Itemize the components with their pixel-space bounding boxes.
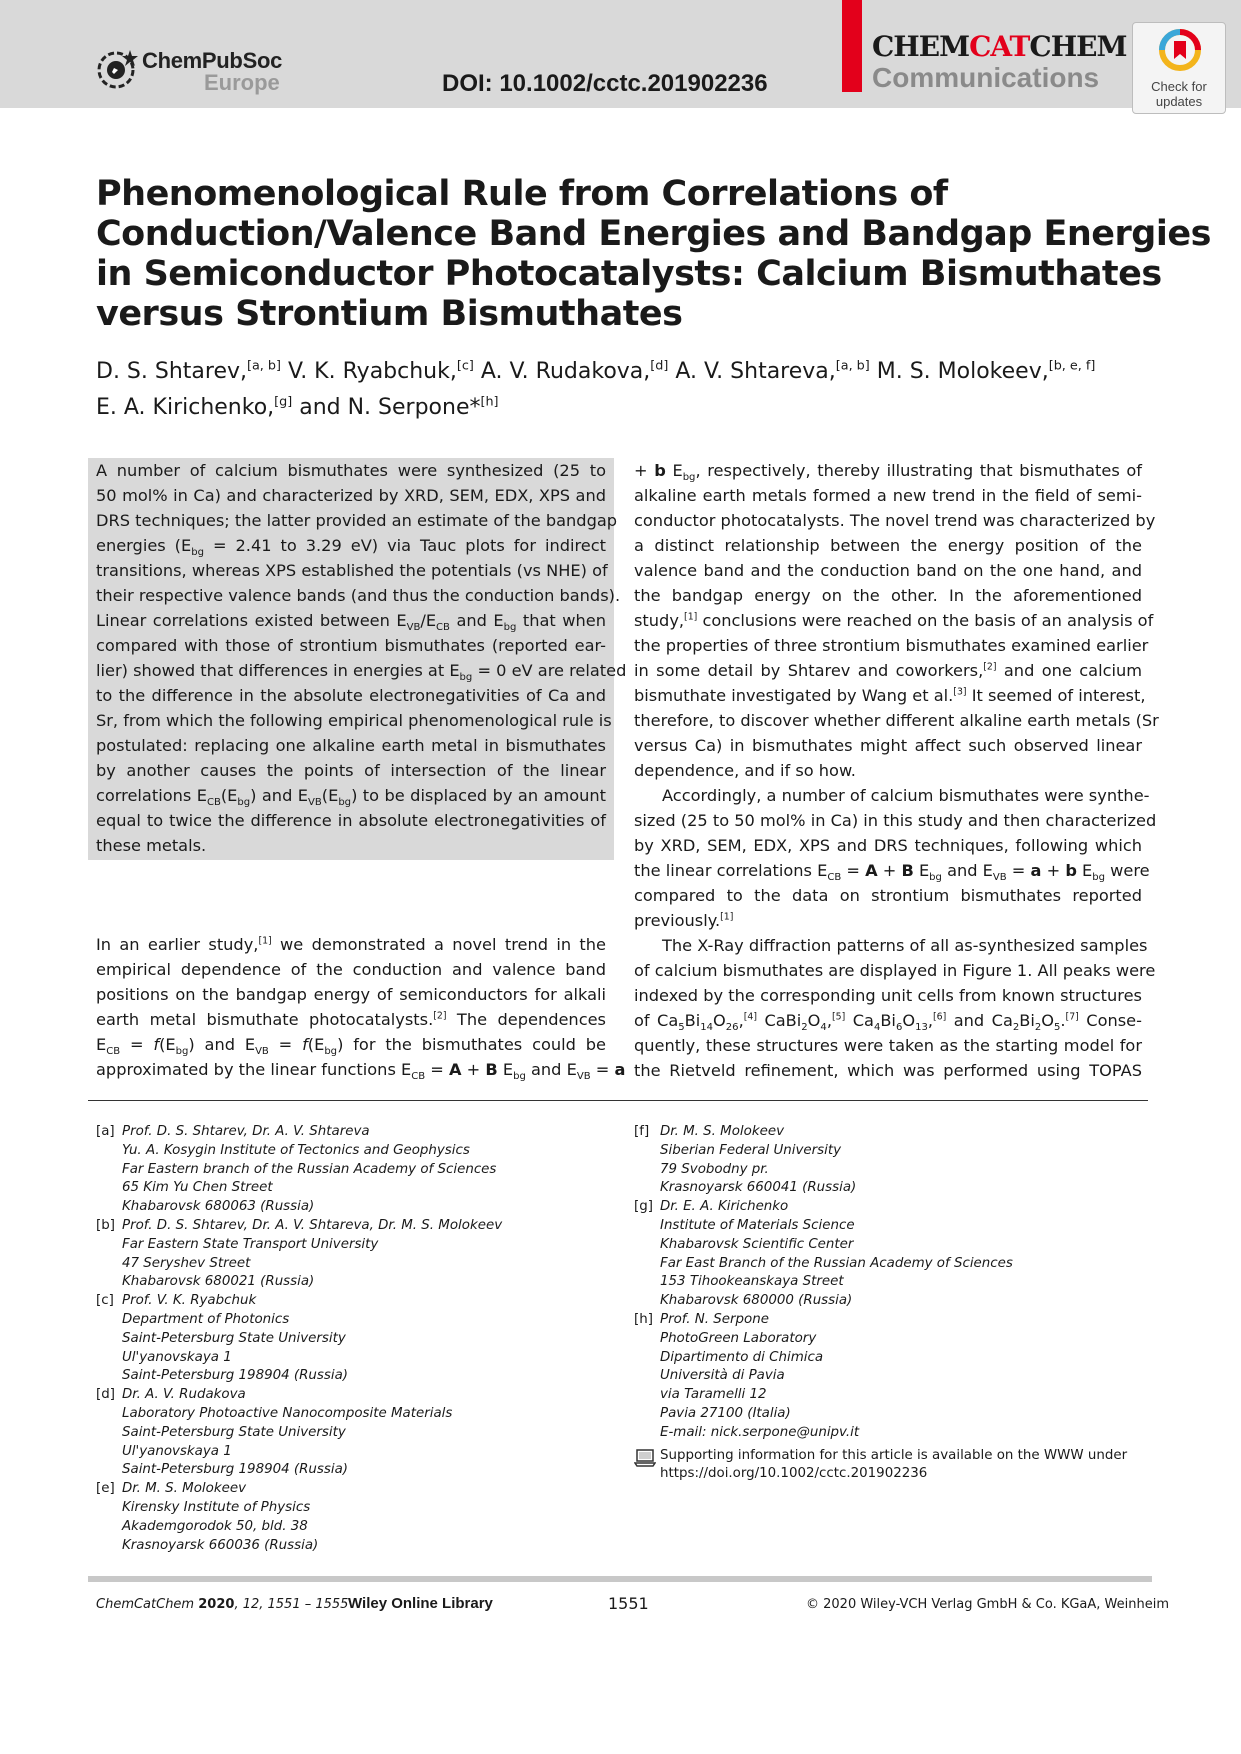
body-line: indexed by the corresponding unit cells from known structures (634, 986, 1142, 1005)
body-line: Accordingly, a number of calcium bismuthates were synthe- (662, 786, 1150, 805)
title-line: Phenomenological Rule from Correlations of (96, 174, 948, 214)
affiliation-line: Department of Photonics (122, 1311, 290, 1327)
publisher-logo (96, 44, 286, 96)
body-line: dependence, and if so how. (634, 761, 856, 780)
affiliation-line: Yu. A. Kosygin Institute of Tectonics and Geophysics (122, 1142, 470, 1158)
body-line: previously.[1] (634, 911, 734, 930)
author-line: E. A. Kirichenko,[g] and N. Serpone*[h] (96, 394, 499, 420)
author-list (96, 354, 1156, 426)
body-line: alkaline earth metals formed a new trend in the field of semi- (634, 486, 1142, 505)
body-line: therefore, to discover whether different alkaline earth metals (Sr (634, 711, 1159, 730)
affiliation-entry (634, 1123, 1154, 1198)
abstract-line: transitions, whereas XPS established the potentials (vs NHE) of (96, 561, 608, 580)
body-line: positions on the bandgap energy of semiconductors for alkali (96, 985, 606, 1004)
body-line: study,[1] conclusions were reached on the basis of an analysis of (634, 611, 1154, 630)
affiliation-line: Saint-Petersburg State University (122, 1424, 346, 1440)
affiliation-line: PhotoGreen Laboratory (660, 1330, 817, 1346)
body-line: the bandgap energy on the other. In the aforementioned (634, 586, 1142, 605)
abstract-line: Sr, from which the following empirical phenomenological rule is (96, 711, 612, 730)
body-line: approximated by the linear functions $E_{CB} = A + B$ $E_{bg}$ and $E_{VB} = a$ (96, 1060, 626, 1083)
check-label-line1: Check for (1151, 79, 1207, 94)
body-text-left (96, 932, 626, 1083)
affiliation-line: Khabarovsk 680063 (Russia) (122, 1199, 315, 1215)
body-line: empirical dependence of the conduction and valence band (96, 960, 606, 979)
footer-bar (88, 1576, 1152, 1582)
body-line: the linear correlations $E_{CB} = A + B$ $E_{bg}$ and $E_{VB} = a + b$ $E_{bg}$ were (634, 861, 1150, 884)
section-label: Communications (872, 62, 1100, 93)
supporting-info-text: Supporting information for this article is available on the WWW under (660, 1447, 1128, 1463)
body-line: In an earlier study,[1] we demonstrated a novel trend in the (96, 935, 606, 954)
abstract-line: postulated: replacing one alkaline earth metal in bismuthates (96, 736, 606, 755)
wiley-online-library-link[interactable]: Wiley Online Library (348, 1595, 493, 1612)
check-label-line2: updates (1155, 94, 1203, 109)
affiliation-line: Saint-Petersburg State University (122, 1330, 346, 1346)
affiliation-line: 47 Seryshev Street (122, 1255, 251, 1271)
body-line: + b $E_{bg}$, respectively, thereby illustrating that bismuthates of (634, 461, 1143, 484)
affiliation-line: E-mail: nick.serpone@unipv.it (660, 1424, 860, 1440)
body-line: $E_{CB} = f(E_{bg})$ and $E_{VB} = f(E_{bg})$ for the bismuthates could be (96, 1035, 606, 1058)
abstract-line: correlations $E_{CB}(E_{bg})$ and $E_{VB}(E_{bg})$ to be displaced by an amount (96, 786, 606, 809)
body-line: The X-Ray diffraction patterns of all as-synthesized samples (662, 936, 1148, 955)
affiliation-tag: [h] (634, 1311, 653, 1327)
affiliation-tag: [e] (96, 1481, 115, 1497)
affiliation-line: Dr. A. V. Rudakova (122, 1387, 246, 1403)
citation-ref[interactable]: [3] (953, 686, 967, 698)
header-band (0, 0, 1241, 108)
affiliation-entry (96, 1292, 616, 1386)
affiliation-line: Ul'yanovskaya 1 (122, 1349, 232, 1365)
body-line: in some detail by Shtarev and coworkers,[2] and one calcium (634, 661, 1142, 680)
affiliation-line: Far East Branch of the Russian Academy of Sciences (660, 1255, 1013, 1271)
abstract-line: A number of calcium bismuthates were synthesized (25 to (96, 461, 606, 480)
abstract-line: equal to twice the difference in absolute electronegativities of (96, 811, 606, 830)
chempubsoc-star-icon (96, 46, 142, 92)
body-line: quently, these structures were taken as the starting model for (634, 1036, 1142, 1055)
citation-ref[interactable]: [2] (983, 661, 997, 673)
citation-ref[interactable]: [2] (433, 1010, 447, 1022)
body-line: by XRD, SEM, EDX, XPS and DRS techniques, following which (634, 836, 1142, 855)
affiliation-tag: [a] (96, 1124, 115, 1139)
footer-citation: ChemCatChem 2020, 12, 1551 – 1555 (96, 1597, 349, 1612)
footnote-divider (88, 1100, 1148, 1101)
abstract-box (88, 458, 627, 860)
affiliation-line: Prof. D. S. Shtarev, Dr. A. V. Shtareva, Dr. M. S. Molokeev (122, 1217, 503, 1233)
affiliation-line: Saint-Petersburg 198904 (Russia) (122, 1368, 349, 1384)
body-line: of calcium bismuthates are displayed in Figure 1. All peaks were (634, 961, 1156, 980)
abstract-line: these metals. (96, 836, 207, 855)
title-line: versus Strontium Bismuthates (96, 294, 683, 334)
crossmark-icon (1157, 27, 1203, 73)
abstract-line: to the difference in the absolute electronegativities of Ca and (96, 686, 606, 705)
journal-title: CHEMCATCHEM (872, 30, 1127, 63)
affiliation-line: Siberian Federal University (660, 1142, 842, 1158)
article-title (96, 174, 1211, 334)
copyright: © 2020 Wiley-VCH Verlag GmbH & Co. KGaA, Weinheim (806, 1597, 1170, 1612)
publisher-name: ChemPubSoc (142, 48, 283, 73)
affiliation-line: via Taramelli 12 (660, 1387, 767, 1403)
affiliations-left (96, 1123, 616, 1555)
affiliation-line: Saint-Petersburg 198904 (Russia) (122, 1462, 349, 1478)
citation-ref[interactable]: [4] (743, 1011, 757, 1023)
citation-ref[interactable]: [6] (933, 1011, 947, 1023)
citation-ref[interactable]: [5] (831, 1011, 846, 1023)
body-line: conductor photocatalysts. The novel trend was characterized by (634, 511, 1156, 530)
page-number: 1551 (608, 1594, 649, 1613)
affiliation-line: Ul'yanovskaya 1 (122, 1443, 232, 1459)
body-line: bismuthate investigated by Wang et al.[3] It seemed of interest, (634, 686, 1146, 705)
affiliation-entry (96, 1123, 616, 1217)
affiliation-entry (96, 1480, 616, 1555)
affiliation-line: 79 Svobodny pr. (660, 1161, 769, 1177)
citation-ref[interactable]: [1] (684, 611, 698, 623)
abstract-line: Linear correlations existed between $E_{VB}/E_{CB}$ and $E_{bg}$ that when (96, 611, 606, 634)
abstract-line: energies ($E_{bg} = 2.41$ to 3.29 eV) via Tauc plots for indirect (96, 536, 606, 559)
affiliation-line: Khabarovsk 680021 (Russia) (122, 1274, 315, 1290)
body-line: earth metal bismuthate photocatalysts.[2] The dependences (96, 1010, 606, 1029)
publisher-region: Europe (204, 70, 280, 95)
affiliation-tag: [g] (634, 1199, 653, 1215)
abstract-line: compared with those of strontium bismuthates (reported ear- (96, 636, 606, 655)
affiliation-line: Far Eastern branch of the Russian Academy of Sciences (122, 1161, 497, 1177)
affiliation-line: Krasnoyarsk 660036 (Russia) (122, 1537, 319, 1553)
body-line: compared to the data on strontium bismuthates reported (634, 886, 1142, 905)
affiliations-right (634, 1123, 1154, 1484)
affiliation-line: Krasnoyarsk 660041 (Russia) (660, 1180, 857, 1196)
citation-ref[interactable]: [1] (720, 911, 734, 923)
abstract-line: lier) showed that differences in energies at $E_{bg} = 0$ eV are related (96, 661, 627, 684)
affiliation-entry (96, 1386, 616, 1480)
affiliation-line: Far Eastern State Transport University (122, 1236, 379, 1252)
affiliation-line: Khabarovsk Scientific Center (660, 1236, 854, 1252)
title-line: Conduction/Valence Band Energies and Bandgap Energies (96, 214, 1211, 254)
affiliation-line: Dr. M. S. Molokeev (660, 1124, 784, 1139)
body-line: the Rietveld refinement, which was performed using TOPAS (634, 1061, 1142, 1080)
affiliation-line: Khabarovsk 680000 (Russia) (660, 1293, 853, 1309)
affiliation-line: Università di Pavia (660, 1368, 785, 1384)
body-line: of $Ca_5Bi_{14}O_{26},[4]$ $CaBi_2O_4,[5]$ $Ca_4Bi_6O_{13},[6]$ and $Ca_2Bi_2O_5.[7]$ Conse- (634, 1011, 1142, 1034)
affiliation-tag: [b] (96, 1217, 115, 1233)
doi-link[interactable]: DOI: 10.1002/cctc.201902236 (442, 70, 768, 97)
title-line: in Semiconductor Photocatalysts: Calcium Bismuthates (96, 254, 1162, 294)
body-line: the properties of three strontium bismuthates examined earlier (634, 636, 1149, 655)
abstract-line: 50 mol% in Ca) and characterized by XRD, SEM, EDX, XPS and (96, 486, 606, 505)
affiliation-line: Laboratory Photoactive Nanocomposite Materials (122, 1405, 453, 1421)
affiliation-tag: [d] (96, 1387, 115, 1403)
affiliation-tag: [f] (634, 1124, 650, 1139)
affiliation-line: Institute of Materials Science (660, 1217, 855, 1233)
abstract-line: DRS techniques; the latter provided an estimate of the bandgap (96, 511, 618, 530)
abstract-line: by another causes the points of intersection of the linear (96, 761, 606, 780)
affiliation-line: 65 Kim Yu Chen Street (122, 1180, 273, 1196)
body-line: sized (25 to 50 mol% in Ca) in this study and then characterized (634, 811, 1157, 830)
affiliation-entry (96, 1217, 616, 1292)
supporting-info-url[interactable]: https://doi.org/10.1002/cctc.201902236 (660, 1466, 928, 1482)
body-line: a distinct relationship between the energy position of the (634, 536, 1142, 555)
body-line: versus Ca) in bismuthates might affect such observed linear (634, 736, 1142, 755)
abstract-line: their respective valence bands (and thus the conduction bands). (96, 586, 621, 605)
author-line: D. S. Shtarev,[a, b] V. K. Ryabchuk,[c] A. V. Rudakova,[d] A. V. Shtareva,[a, b] M. S. Molokeev,[b, e, f] (96, 358, 1096, 384)
affiliation-tag: [c] (96, 1293, 114, 1309)
affiliation-line: Prof. D. S. Shtarev, Dr. A. V. Shtareva (122, 1124, 370, 1139)
citation-ref[interactable]: [7] (1065, 1011, 1079, 1023)
supporting-information-note (634, 1447, 1154, 1485)
affiliation-line: Prof. N. Serpone (660, 1311, 769, 1327)
affiliation-line: Kirensky Institute of Physics (122, 1499, 311, 1515)
affiliation-line: Dr. M. S. Molokeev (122, 1481, 246, 1497)
body-text-right (634, 458, 1159, 1083)
affiliation-line: Pavia 27100 (Italia) (660, 1405, 791, 1421)
affiliation-line: Dipartimento di Chimica (660, 1349, 824, 1365)
affiliation-line: Prof. V. K. Ryabchuk (122, 1293, 257, 1309)
check-for-updates-button[interactable] (1132, 22, 1226, 114)
affiliation-line: Dr. E. A. Kirichenko (660, 1199, 789, 1215)
affiliation-entry (634, 1198, 1154, 1311)
affiliation-entry (634, 1311, 1154, 1443)
journal-accent-bar (842, 0, 862, 92)
laptop-icon (634, 1449, 656, 1467)
affiliation-line: 153 Tihookeanskaya Street (660, 1274, 844, 1290)
body-line: valence band and the conduction band on the one hand, and (634, 561, 1142, 580)
citation-ref[interactable]: [1] (258, 935, 272, 947)
affiliation-line: Akademgorodok 50, bld. 38 (122, 1518, 308, 1534)
